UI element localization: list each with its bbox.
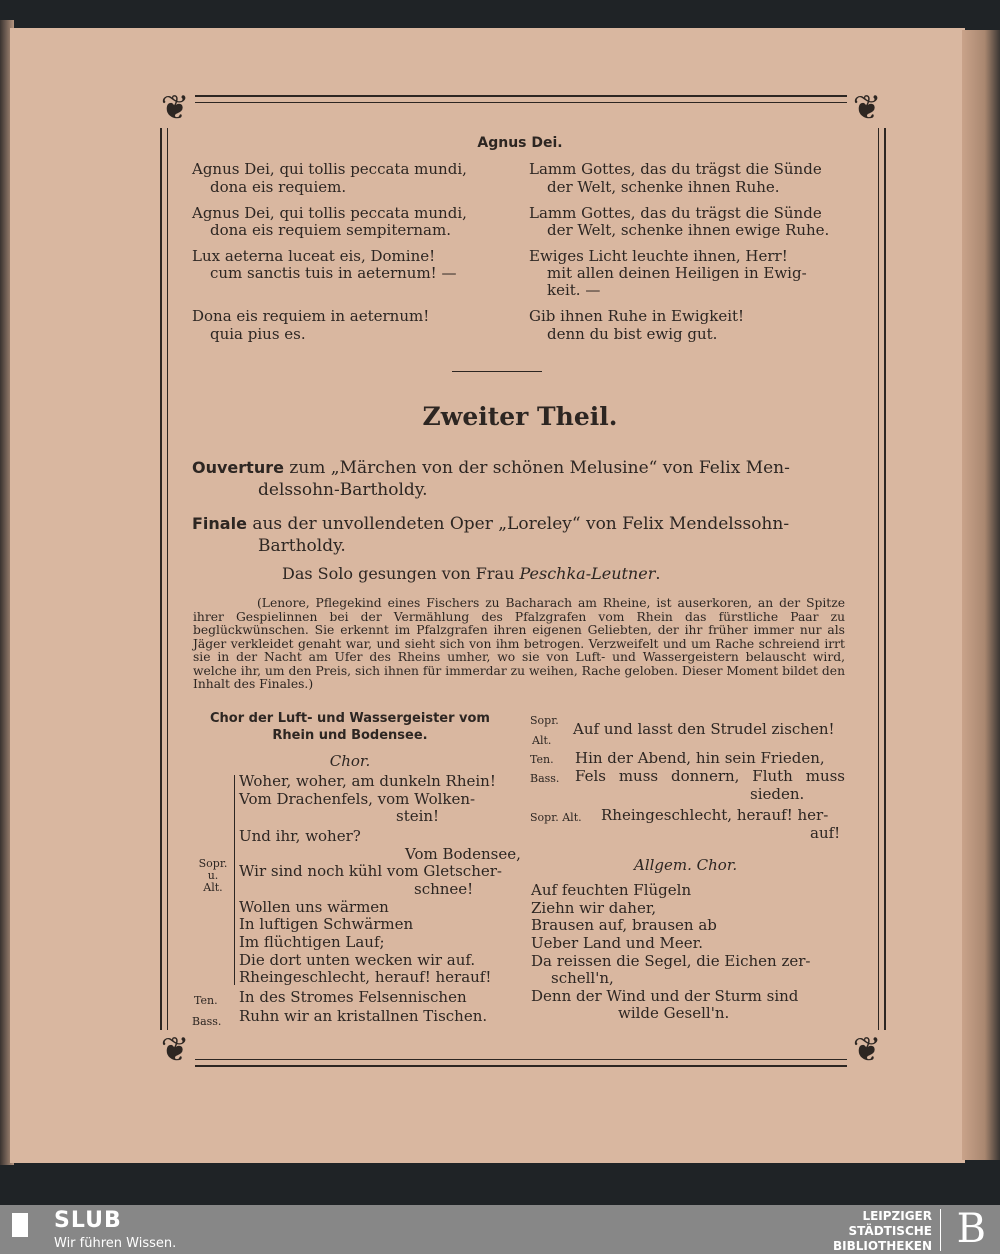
text-line: aus der unvollendeten Oper „Loreley“ von Felix Mendelssohn- [252,514,790,534]
text-line: dona eis requiem. [210,178,347,196]
text-line: Auf und lasst den Strudel zischen! [573,720,835,738]
text-line: sieden. [750,785,805,803]
bracket [234,775,235,985]
text-line: Woher, woher, am dunkeln Rhein! [239,772,496,790]
text-line: Lamm Gottes, das du trägst die Sünde [529,160,822,178]
text-line: Fels muss donnern, Fluth muss [575,767,845,785]
divider [940,1209,941,1251]
text-line: Bartholdy. [258,536,346,556]
text-line: Ueber Land und Meer. [531,934,703,952]
voice-label: Ten. [530,753,554,766]
library-b-icon: B [956,1206,986,1252]
text-line: auf! [810,824,841,842]
text-line: mit allen deinen Heiligen in Ewig- [547,264,807,282]
text-line: Die dort unten wecken wir auf. [239,951,476,969]
divider [452,371,542,372]
ornament-corner-icon: ❦ [847,88,887,128]
text-line: Hin der Abend, hin sein Frieden, [575,749,825,767]
voice-label: Bass. [530,772,560,785]
voice-label: Sopr. u. Alt. [198,857,228,894]
chorus-heading: Chor der Luft- und Wassergeister vom [210,711,490,726]
piece-label: Finale [192,514,247,533]
text-line: schnee! [414,880,474,898]
soloist-name: Peschka-Leutner [519,564,656,583]
text-line: schell'n, [551,969,614,987]
text-line: Auf feuchten Flügeln [531,881,692,899]
library-name: STÄDTISCHE [848,1224,932,1238]
text-line: zum „Märchen von der schönen Melusine“ von Felix Men- [289,458,790,478]
text-line: Das Solo gesungen von Frau [282,564,520,583]
text-line: stein! [396,807,440,825]
footer-bar [0,1205,1000,1254]
text-line: Rheingeschlecht, herauf! herauf! [239,968,492,986]
chor-label: Chor. [329,752,371,770]
text-line: denn du bist ewig gut. [547,325,718,343]
text-line: Da reissen die Segel, die Eichen zer- [531,952,811,970]
text-line: Vom Drachenfels, vom Wolken- [239,790,476,808]
allgem-chor-label: Allgem. Chor. [634,856,738,874]
text-line: Wir sind noch kühl vom Gletscher- [239,862,502,880]
voice-label: Sopr. [530,714,559,727]
text-line: Vom Bodensee, [405,845,521,863]
ornament-corner-icon: ❦ [155,1030,195,1070]
text-line: Denn der Wind und der Sturm sind [531,987,799,1005]
text-line: Rheingeschlecht, herauf! her- [601,806,829,824]
part-title: Zweiter Theil. [422,402,618,431]
voice-label: Alt. [532,734,552,747]
text-line: der Welt, schenke ihnen ewige Ruhe. [547,221,830,239]
text-line: Ruhn wir an kristallnen Tischen. [239,1007,488,1025]
text-line: Lux aeterna luceat eis, Domine! [192,247,436,265]
text-line: delssohn-Bartholdy. [258,480,428,500]
slub-logo[interactable]: SLUB [54,1208,122,1233]
text-line: Und ihr, woher? [239,827,361,845]
text-line: dona eis requiem sempiternam. [210,221,451,239]
text-line: Ewiges Licht leuchte ihnen, Herr! [529,247,788,265]
text-line: Agnus Dei, qui tollis peccata mundi, [192,204,467,222]
voice-label: Sopr. Alt. [530,811,582,824]
text-line: keit. — [547,281,601,299]
section-title: Agnus Dei. [477,135,563,151]
library-name: BIBLIOTHEKEN [832,1239,932,1253]
voice-label: Bass. [192,1015,222,1028]
library-logo[interactable] [833,1209,932,1254]
text-line: Agnus Dei, qui tollis peccata mundi, [192,160,467,178]
text-line: der Welt, schenke ihnen Ruhe. [547,178,780,196]
library-name: LEIPZIGER [862,1209,932,1223]
slub-slogan: Wir führen Wissen. [54,1236,177,1251]
text-line: Ziehn wir daher, [531,899,657,917]
text-line: Im flüchtigen Lauf; [239,933,385,951]
text-line: Wollen uns wärmen [239,898,389,916]
voice-label: Ten. [194,994,218,1007]
text-line: Dona eis requiem in aeternum! [192,307,430,325]
text-line: In des Stromes Felsennischen [239,988,467,1006]
text-line: Lamm Gottes, das du trägst die Sünde [529,204,822,222]
chorus-heading: Rhein und Bodensee. [272,728,428,743]
ornament-corner-icon: ❦ [847,1030,887,1070]
book-page-edges [962,30,1000,1160]
text-line: In luftigen Schwärmen [239,915,414,933]
text-line: Brausen auf, brausen ab [531,916,717,934]
piece-label: Ouverture [192,458,284,477]
synopsis: (Lenore, Pflegekind eines Fischers zu Bacharach am Rheine, ist auserkoren, an der Spitze ihrer Gespielinnen bei der Vermählung des Pfalzgrafen vom Rhein das fürstliche Paar zu beglückwünschen. Sie erkennt im Pfalzgrafen ihren eigenen Geliebten, der ihr früher immer nur als Jäger verkleidet genaht war, und sieht sich von ihm betrogen. Verzweifelt und um Rache schreiend irrt sie in der Nacht am Ufer des Rheins umher, wo sie von Luft- und Wassergeistern belauscht wird, welche ihr, um den Preis, sich ihnen für immerdar zu weihen, Rache geloben. Dieser Moment bildet den Inhalt des Finales.) [193,596,845,691]
text-line: quia pius es. [210,325,306,343]
text-line: wilde Gesell'n. [618,1004,730,1022]
slub-book-icon [12,1213,28,1237]
text-line: Gib ihnen Ruhe in Ewigkeit! [529,307,745,325]
ornament-corner-icon: ❦ [155,88,195,128]
text-line: cum sanctis tuis in aeternum! — [210,264,457,282]
